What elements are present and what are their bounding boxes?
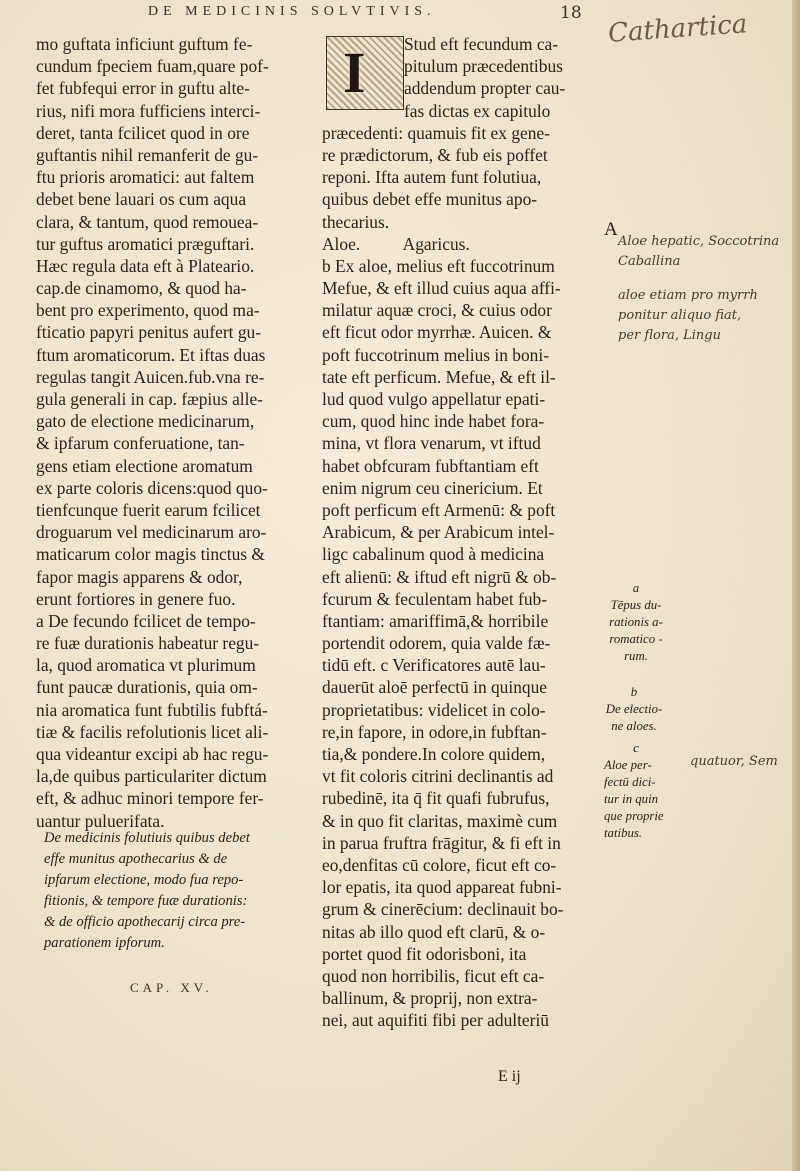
- text-line: præcedenti: quamuis fit ex gene-: [322, 122, 550, 143]
- text-line: guftantis nihil remanferit de gu-: [36, 144, 259, 165]
- text-line: gato de electione medicinarum,: [36, 411, 255, 432]
- text-line: addendum propter cau-: [404, 78, 566, 99]
- summary-line: effe munitus apothecarius & de: [44, 851, 228, 867]
- handwritten-note-upper: [618, 232, 779, 346]
- text-line: Mefue, & eft illud cuius aqua affi-: [322, 278, 561, 299]
- text-line: & in quo fit claritas, maximè cum: [322, 810, 558, 831]
- text-line: eft ficut odor myrrhæ. Auicen. &: [322, 322, 552, 343]
- text-line: pitulum præcedentibus: [404, 56, 563, 77]
- text-line: funt paucæ durationis, quia om-: [36, 677, 258, 698]
- text-line: vt fit coloris citrini declinantis ad: [322, 766, 554, 787]
- text-line: Arabicum, & per Arabicum intel-: [322, 522, 555, 543]
- text-line: la,de quibus particulariter dictum: [36, 766, 267, 787]
- margin-note-a: [608, 580, 664, 665]
- summary-line: De medicinis folutiuis quibus debet: [44, 830, 250, 846]
- text-line: eft, & adhuc minori tempore fer-: [36, 788, 264, 809]
- margin-letter: A: [604, 219, 618, 240]
- text-line: in parua fruftra frāgitur, & fi eft in: [322, 832, 561, 853]
- text-line: fapor magis apparens & odor,: [36, 566, 243, 587]
- text-line: reponi. Ifta autem funt folutiua,: [322, 167, 542, 188]
- text-line: gens etiam electione aromatum: [36, 455, 253, 476]
- text-line: erunt fortiores in genere fuo.: [36, 588, 236, 609]
- margin-note-c: [604, 740, 668, 842]
- left-column: [36, 33, 306, 832]
- note-line: rationis a-: [609, 615, 663, 629]
- text-line: portet quod fit odorisboni, ita: [322, 943, 527, 964]
- page-number: 18: [560, 3, 582, 23]
- text-line: quibus debet effe munitus apo-: [322, 189, 538, 210]
- text-line: b Ex aloe, melius eft fuccotrinum: [322, 255, 555, 276]
- text-line: ftantiam: amariffimā,& horribile: [322, 610, 549, 631]
- text-line: qua videantur excipi ab hac regu-: [36, 744, 269, 764]
- handwritten-line: ponitur aliquo fiat,: [618, 308, 742, 323]
- note-line: tatibus.: [604, 826, 643, 840]
- text-line: tur guftus aromatici præguftari.: [36, 233, 255, 254]
- text-line: Aloe. Agaricus.: [322, 233, 470, 254]
- text-line: milatur aquæ croci, & cuius odor: [322, 300, 552, 321]
- text-line: mina, vt flora venarum, vt iftud: [322, 433, 541, 454]
- handwritten-line: Caballina: [618, 254, 681, 269]
- handwritten-note-lower: [690, 752, 778, 772]
- text-line: Stud eft fecundum ca-: [404, 34, 559, 54]
- text-line: proprietatibus: videlicet in colo-: [322, 699, 546, 720]
- text-line: re fuæ durationis habeatur regu-: [36, 633, 260, 654]
- text-line: re,in fapore, in odore,in fubftan-: [322, 721, 547, 742]
- text-line: a De fecundo fcilicet de tempo-: [36, 610, 256, 631]
- note-line: De electio-: [605, 702, 663, 716]
- text-line: dauerūt aloē perfectū in quinque: [322, 677, 548, 698]
- note-line: Tēpus du-: [610, 598, 662, 612]
- text-line: clara, & tantum, quod remouea-: [36, 211, 259, 232]
- text-line: deret, tanta fcilicet quod in ore: [36, 122, 250, 143]
- summary-line: ipfarum electione, modo fua repo-: [44, 872, 244, 888]
- text-line: tia,& pondere.In colore quidem,: [322, 744, 546, 764]
- text-line: quod non horribilis, ficut eft ca-: [322, 965, 545, 986]
- note-line: rum.: [624, 649, 648, 663]
- note-marker: c: [633, 741, 639, 755]
- text-line: la, quod aromatica vt plurimum: [36, 655, 256, 676]
- chapter-label: CAP. XV.: [130, 980, 213, 995]
- text-line: eo,denfitas cū colore, ficut eft co-: [322, 854, 557, 875]
- text-line: uantur puluerifata.: [36, 810, 165, 831]
- text-line: lor epatis, ita quod appareat fubni-: [322, 877, 562, 898]
- text-line: ballinum, & proprij, non extra-: [322, 988, 538, 1009]
- text-line: debet bene lauari os cum aqua: [36, 189, 247, 210]
- text-line: tienfcunque fuerit earum fcilicet: [36, 499, 261, 520]
- page-edge: [792, 0, 800, 1171]
- text-line: re prædictorum, & fub eis poffet: [322, 144, 548, 165]
- text-line: nia aromatica funt fubtilis fubftá-: [36, 699, 268, 720]
- text-line: nei, aut aquifiti fibi per adulteriū: [322, 1010, 549, 1031]
- text-line: grum & cinerēcium: declinauit bo-: [322, 899, 564, 920]
- text-line: ftum aromaticorum. Et iftas duas: [36, 344, 266, 365]
- text-line: rubedinē, ita q̄ fit quafi fubrufus,: [322, 788, 550, 809]
- text-line: mo guftata inficiunt guftum fe-: [36, 34, 253, 54]
- text-line: gula generali in cap. fæpius alle-: [36, 389, 263, 409]
- text-line: rius, nifi mora fufficiens interci-: [36, 100, 261, 121]
- note-marker: a: [632, 581, 640, 595]
- note-line: Aloe per-: [604, 758, 652, 772]
- text-line: bent pro experimento, quod ma-: [36, 300, 260, 321]
- text-line: cap.de cinamomo, & quod ha-: [36, 278, 247, 299]
- chapter-summary: [44, 828, 306, 954]
- text-line: cundum fpeciem fuam,quare pof-: [36, 56, 269, 77]
- text-line: thecarius.: [322, 211, 390, 232]
- summary-line: & de officio apothecarij circa pre-: [44, 914, 246, 930]
- note-line: tur in quin: [604, 792, 659, 806]
- running-head: DE MEDICINIS SOLVTIVIS.: [148, 4, 436, 19]
- right-column: [322, 33, 592, 1031]
- text-line: portendit odorem, quia valde fæ-: [322, 633, 551, 654]
- text-line: & ipfarum conferuatione, tan-: [36, 433, 245, 454]
- text-line: habet obfcuram fubftantiam eft: [322, 455, 539, 476]
- text-line: fet fubfequi error in guftu alte-: [36, 78, 250, 99]
- summary-line: fitionis, & tempore fuæ durationis:: [44, 893, 248, 909]
- text-line: enim nigrum ceu cinericium. Et: [322, 477, 543, 498]
- handwritten-title: Cathartica: [607, 9, 749, 49]
- text-line: tate eft perficum. Mefue, & eft il-: [322, 366, 556, 387]
- text-line: ftu prioris aromatici: aut faltem: [36, 167, 255, 188]
- initial-letter: I: [343, 40, 366, 105]
- signature-mark: E ij: [498, 1068, 521, 1085]
- text-line: ligc cabalinum quod à medicina: [322, 544, 545, 565]
- handwritten-line: aloe etiam pro myrrh: [618, 288, 758, 303]
- note-line: ne aloes.: [611, 719, 657, 733]
- note-line: que proprie: [604, 809, 664, 823]
- text-line: maticarum color magis tinctus &: [36, 544, 265, 565]
- margin-note-b: [604, 684, 664, 735]
- text-line: fas dictas ex capitulo: [404, 100, 551, 121]
- text-line: droguarum vel medicinarum aro-: [36, 522, 267, 543]
- text-line: poft perficum eft Armenū: & poft: [322, 499, 556, 520]
- summary-line: parationem ipforum.: [44, 935, 165, 951]
- text-line: poft fuccotrinum melius in boni-: [322, 344, 550, 365]
- text-line: cum, quod hinc inde habet fora-: [322, 411, 545, 432]
- handwritten-line: Aloe hepatic, Soccotrina: [618, 234, 780, 249]
- handwritten-line: per flora, Lingu: [618, 328, 721, 343]
- note-line: romatico -: [609, 632, 663, 646]
- text-line: lud quod vulgo appellatur epati-: [322, 389, 546, 409]
- handwritten-line: quatuor, Sem: [690, 754, 778, 769]
- text-line: eft alienū: & iftud eft nigrū & ob-: [322, 566, 557, 587]
- text-line: ex parte coloris dicens:quod quo-: [36, 477, 268, 498]
- text-line: regulas tangit Auicen.fub.vna re-: [36, 366, 265, 387]
- text-line: fcurum & feculentam habet fub-: [322, 588, 548, 609]
- text-line: tiæ & facilis refolutionis licet ali-: [36, 721, 269, 742]
- text-line: fticatio papyri penitus aufert gu-: [36, 322, 262, 343]
- text-line: Hæc regula data eft à Plateario.: [36, 255, 255, 276]
- note-line: fectū dici-: [604, 775, 656, 789]
- text-line: nitas ab illo quod eft clarū, & o-: [322, 921, 546, 942]
- text-line: tidū eft. c Verificatores autē lau-: [322, 655, 546, 676]
- note-marker: b: [630, 685, 638, 699]
